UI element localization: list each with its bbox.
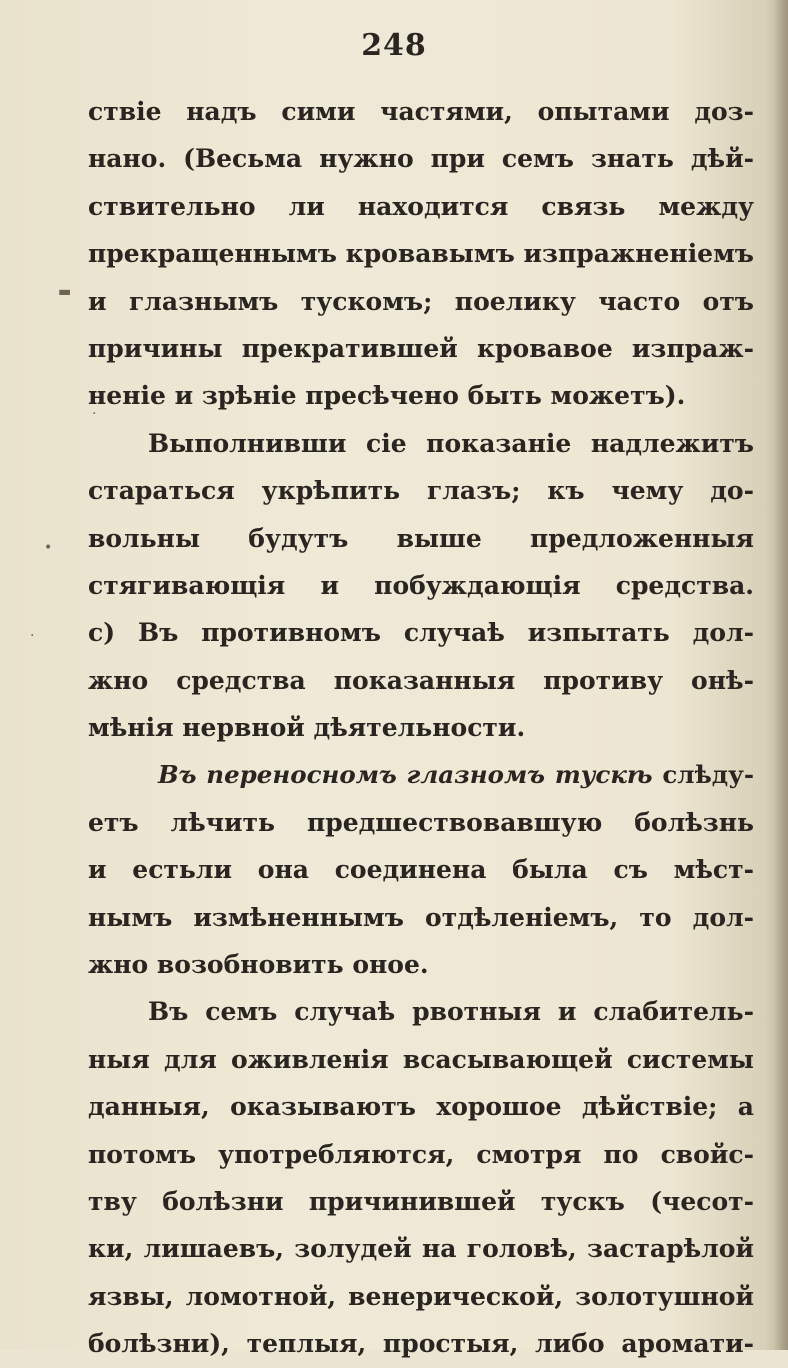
paragraph-start-line: Выполнивши сіе показаніе надлежитъ — [148, 428, 754, 458]
ink-dot: · — [92, 406, 97, 422]
text-line: и естьли она соединена была съ мѣст- — [88, 855, 754, 885]
line-rest: слѣду- — [662, 760, 754, 790]
text-line: жно средства показанныя противу онѣ- — [88, 665, 754, 695]
text-line: ки, лишаевъ, золудей на головѣ, застарѣлой — [88, 1234, 754, 1264]
text-line: стягивающія и побуждающія средства. — [88, 570, 754, 600]
page-number: 248 — [361, 28, 427, 63]
text-line: вольны будутъ выше предложенныя — [88, 523, 754, 553]
text-line: мѣнія нервной дѣятельности. — [88, 713, 526, 743]
text-line: тву болѣзни причинившей тускъ (чесот- — [88, 1186, 754, 1216]
text-line: нымъ измѣненнымъ отдѣленіемъ, то дол- — [88, 902, 754, 932]
text-line: неніе и зрѣніе пресѣчено быть можетъ). — [88, 381, 686, 411]
ink-dot: · — [30, 628, 35, 644]
text-line: болѣзни), теплыя, простыя, либо аромати- — [88, 1329, 754, 1359]
text-line: и глазнымъ тускомъ; поелику часто отъ — [88, 286, 754, 316]
italic-phrase: Въ переносномъ глазномъ тускѣ — [158, 760, 653, 790]
body-text — [88, 88, 754, 1368]
text-line: данныя, оказываютъ хорошое дѣйствіе; а — [88, 1092, 754, 1122]
paragraph-start-line: Въ семъ случаѣ рвотныя и слабитель- — [148, 997, 754, 1027]
ink-blot: ▬ — [58, 284, 72, 300]
text-line: прекращеннымъ кровавымъ изпражненіемъ — [88, 239, 754, 269]
paragraph-start-line — [88, 751, 754, 798]
text-line: ныя для оживленія всасывающей системы — [88, 1044, 754, 1074]
text-line: ствіе надъ сими частями, опытами доз- — [88, 97, 754, 126]
text-line: стараться укрѣпить глазъ; къ чему до- — [88, 476, 754, 506]
text-line: етъ лѣчить предшествовавшую болѣзнь — [88, 807, 754, 837]
text-line: язвы, ломотной, венерической, золотушной — [88, 1281, 754, 1311]
text-line: нано. (Весьма нужно при семъ знать дѣй- — [88, 144, 754, 174]
page-edge-shadow — [774, 0, 788, 1350]
ink-dot: • — [44, 540, 53, 556]
text-line: жно возобновить оное. — [88, 950, 429, 980]
text-line: с) Въ противномъ случаѣ изпытать дол- — [88, 618, 754, 648]
text-line: причины прекратившей кровавое изпраж- — [88, 333, 754, 363]
text-line: потомъ употребляются, смотря по свойс- — [88, 1139, 754, 1169]
text-line: ствительно ли находится связь между — [88, 191, 754, 221]
